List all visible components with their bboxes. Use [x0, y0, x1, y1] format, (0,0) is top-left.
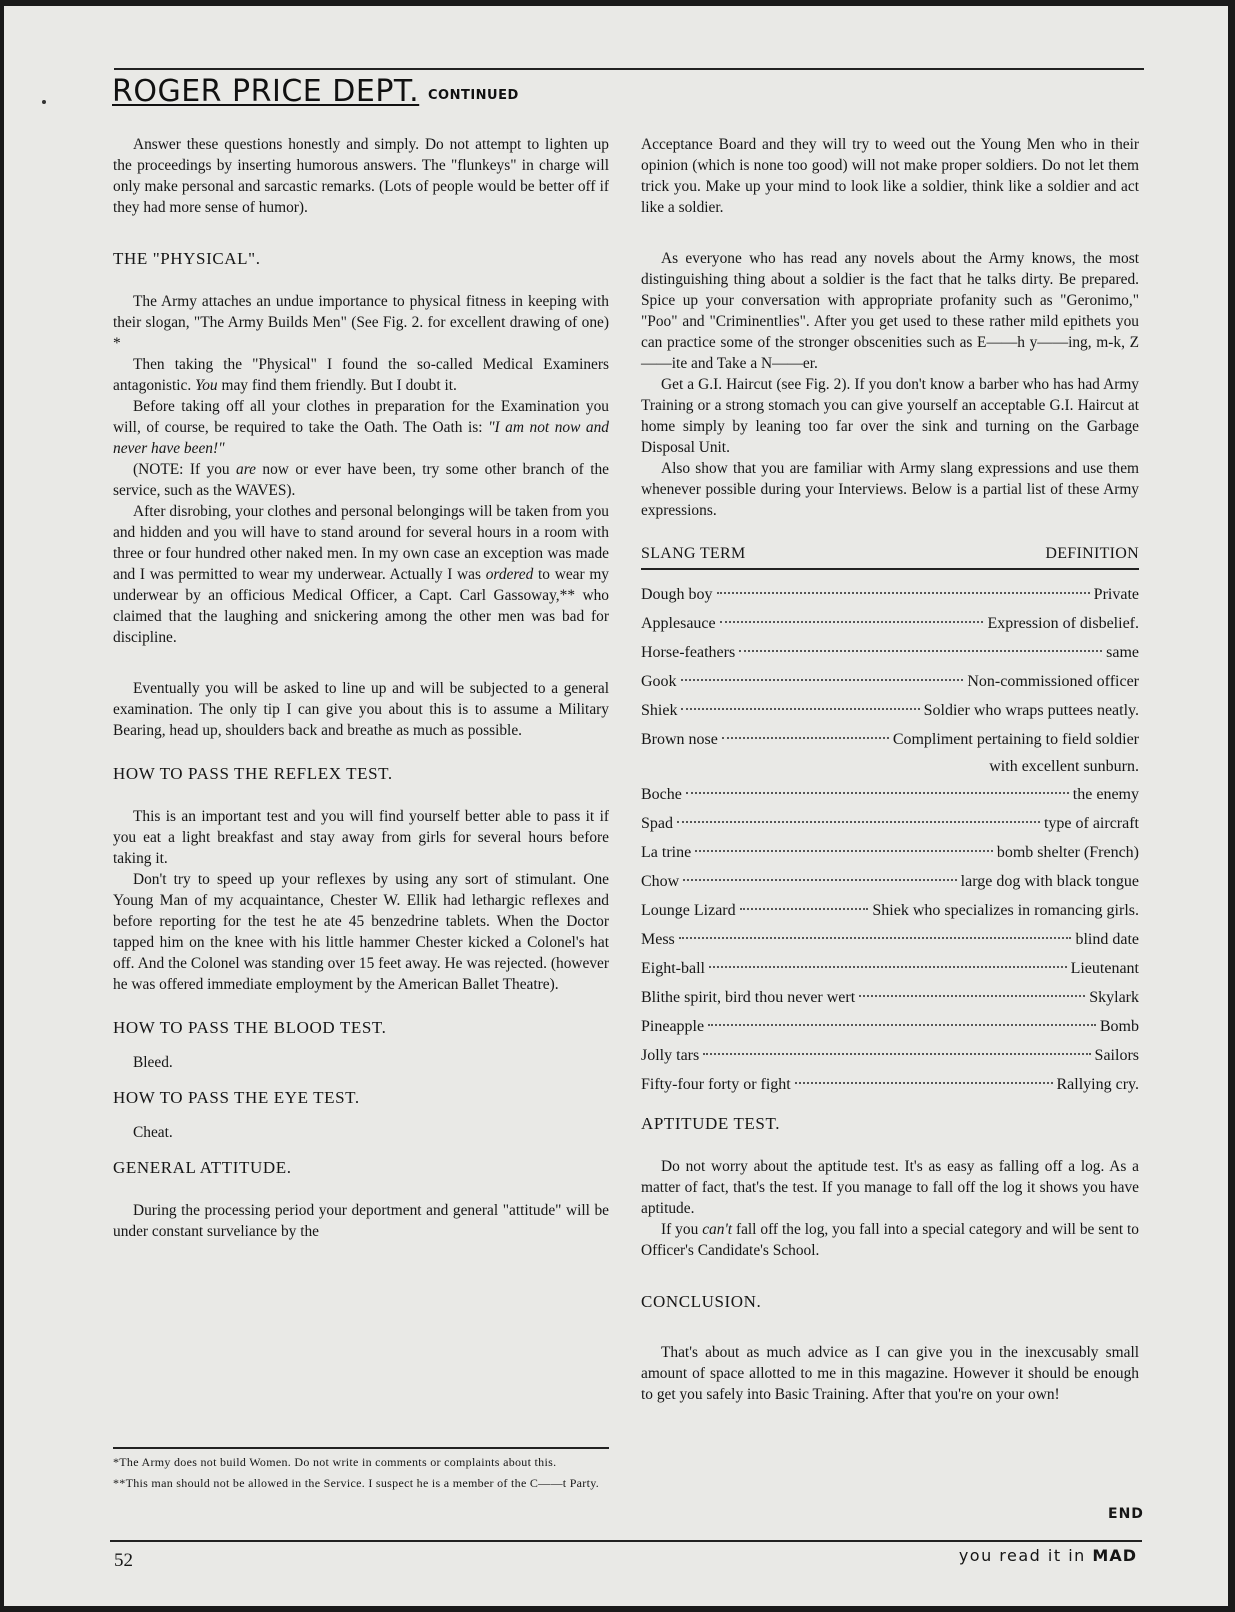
slang-term: Eight-ball — [641, 960, 705, 977]
army-paragraph-1: As everyone who has read any novels about the Army knows, the most distinguishing thing about a soldier is the fact that he talks dirty. Be prepared. Spice up your conversation with appropriate profanity such as "Geronimo," "Poo" and "Criminentlies". After you get used to these rather mild epithets you can practice some of the stronger obscenities such as E——h y——ing, m-k, Z——ite and Take a N——er. — [641, 250, 1139, 372]
slang-row — [641, 925, 1139, 954]
leader-dots — [677, 821, 1040, 823]
slang-term: Pineapple — [641, 1018, 705, 1035]
slang-row — [641, 667, 1139, 696]
aptitude-paragraph-2: If you can't fall off the log, you fall into a special category and will be sent to Officer's Candidate's School. — [641, 1221, 1139, 1259]
physical-note: (NOTE: If you are now or ever have been, try some other branch of the service, such as the WAVES). — [113, 461, 609, 499]
slang-row — [641, 838, 1139, 867]
leader-dots — [717, 592, 1090, 594]
slang-term: Chow — [641, 873, 680, 890]
leader-dots — [683, 879, 956, 881]
footnote-1: *The Army does not build Women. Do not write in comments or complaints about this. — [113, 1455, 557, 1469]
intro-paragraph: Answer these questions honestly and simply. Do not attempt to lighten up the proceedings by inserting humorous answers. The "flunkeys" in charge will only make personal and sarcastic remarks. (Lots of people would be better off if they had more sense of humor). — [113, 136, 609, 216]
page-number: 52 — [114, 1550, 133, 1571]
slang-term: Gook — [641, 673, 677, 690]
slang-definition: Rallying cry. — [1056, 1076, 1139, 1093]
physical-heading: THE "PHYSICAL". — [113, 249, 261, 268]
attitude-paragraph: During the processing period your deportment and general "attitude" will be under constant surveliance by the — [113, 1202, 609, 1240]
blood-heading: HOW TO PASS THE BLOOD TEST. — [113, 1018, 387, 1037]
slang-term: Fifty-four forty or fight — [641, 1076, 791, 1093]
slang-row — [641, 809, 1139, 838]
slang-row — [641, 896, 1139, 925]
physical-paragraph-3: Before taking off all your clothes in preparation for the Examination you will, of course, be required to take the Oath. The Oath is: "I am not now and never have been!" — [113, 398, 609, 457]
slang-term: Brown nose — [641, 731, 718, 748]
leader-dots — [740, 908, 869, 910]
department-title: ROGER PRICE DEPT. — [112, 74, 420, 109]
eye-text: Cheat. — [133, 1124, 173, 1141]
continued-paragraph: Acceptance Board and they will try to weed out the Young Men who in their opinion (which is none too good) will not make proper soldiers. Do not let them trick you. Make up your mind to look like a soldier, think like a soldier and act like a soldier. — [641, 136, 1139, 216]
leader-dots — [795, 1082, 1053, 1084]
slang-term: La trine — [641, 844, 692, 861]
leader-dots — [679, 937, 1072, 939]
slang-row — [641, 725, 1139, 754]
leader-dots — [722, 737, 889, 739]
slang-row — [641, 609, 1139, 638]
slang-definition: the enemy — [1072, 786, 1139, 803]
slang-definition: Compliment pertaining to field soldier — [892, 731, 1139, 748]
slang-row — [641, 867, 1139, 896]
footnotes — [113, 1447, 609, 1497]
slang-row — [641, 954, 1139, 983]
aptitude-heading: APTITUDE TEST. — [641, 1114, 781, 1133]
left-column — [113, 134, 609, 1242]
eye-heading: HOW TO PASS THE EYE TEST. — [113, 1088, 360, 1107]
footnote-2: **This man should not be allowed in the Service. I suspect he is a member of the C——t Party. — [113, 1476, 600, 1490]
slang-row — [641, 983, 1139, 1012]
slang-table-header — [641, 543, 1139, 570]
physical-paragraph-2: Then taking the "Physical" I found the so-called Medical Examiners antagonistic. You may find them friendly. But I doubt it. — [113, 356, 609, 394]
army-paragraph-2: Get a G.I. Haircut (see Fig. 2). If you don't know a barber who has had Army Training or a strong stomach you can give yourself an acceptable G.I. Haircut at home simply by leaning too far over the sink and turning on the Garbage Disposal Unit. — [641, 376, 1139, 456]
slang-definition: Skylark — [1089, 989, 1139, 1006]
leader-dots — [709, 966, 1067, 968]
slang-definition: bomb shelter (French) — [996, 844, 1139, 861]
slang-table — [641, 580, 1139, 1099]
end-mark: END — [1108, 1506, 1144, 1522]
right-column — [641, 134, 1139, 1405]
slang-definition-header: DEFINITION — [1045, 545, 1139, 562]
slang-definition: Non-commissioned officer — [967, 673, 1139, 690]
header-rule — [114, 68, 1144, 70]
slang-term: Mess — [641, 931, 675, 948]
reflex-paragraph-1: This is an important test and you will find yourself better able to pass it if you eat a light breakfast and stay away from girls for several hours before taking it. — [113, 808, 609, 867]
leader-dots — [686, 792, 1069, 794]
slang-definition: Private — [1093, 586, 1139, 603]
conclusion-heading: CONCLUSION. — [641, 1292, 762, 1311]
slang-term: Blithe spirit, bird thou never wert — [641, 989, 856, 1006]
slang-term-header: SLANG TERM — [641, 545, 746, 562]
army-paragraph-3: Also show that you are familiar with Army slang expressions and use them whenever possible during your Interviews. Below is a partial list of these Army expressions. — [641, 460, 1139, 519]
slang-definition: large dog with black tongue — [960, 873, 1139, 890]
slang-row — [641, 580, 1139, 609]
slang-term: Applesauce — [641, 615, 716, 632]
leader-dots — [681, 679, 964, 681]
slang-row — [641, 1012, 1139, 1041]
slang-definition: blind date — [1075, 931, 1139, 948]
slang-row — [641, 780, 1139, 809]
slang-row — [641, 1070, 1139, 1099]
slang-definition: Soldier who wraps puttees neatly. — [923, 702, 1139, 719]
leader-dots — [720, 621, 984, 623]
slang-term: Shiek — [641, 702, 678, 719]
leader-dots — [703, 1053, 1090, 1055]
slang-definition: Bomb — [1099, 1018, 1139, 1035]
leader-dots — [681, 708, 919, 710]
mad-tagline: you read it in MAD — [958, 1546, 1137, 1565]
department-subtitle: CONTINUED — [428, 88, 519, 103]
slang-term: Boche — [641, 786, 682, 803]
blood-text: Bleed. — [133, 1054, 173, 1071]
slang-definition: type of aircraft — [1043, 815, 1139, 832]
slang-definition: Sailors — [1094, 1047, 1139, 1064]
slang-row — [641, 696, 1139, 725]
conclusion-paragraph: That's about as much advice as I can give you in the inexcusably small amount of space allotted to me in this magazine. However it should be enough to get you safely into Basic Training. After that you're on your own! — [641, 1344, 1139, 1403]
slang-term: Dough boy — [641, 586, 713, 603]
reflex-heading: HOW TO PASS THE REFLEX TEST. — [113, 764, 393, 783]
slang-row — [641, 1041, 1139, 1070]
slang-definition: same — [1106, 644, 1139, 661]
slang-term: Lounge Lizard — [641, 902, 736, 919]
slang-definition-continued: with excellent sunburn. — [989, 758, 1139, 775]
slang-term: Horse-feathers — [641, 644, 736, 661]
leader-dots — [859, 995, 1085, 997]
slang-definition: Expression of disbelief. — [987, 615, 1139, 632]
slang-term: Jolly tars — [641, 1047, 700, 1064]
slang-term: Spad — [641, 815, 673, 832]
reflex-paragraph-2: Don't try to speed up your reflexes by using any sort of stimulant. One Young Man of my acquaintance, Chester W. Ellik had lethargic reflexes and before reporting for the test he ate 45 benzedrine tablets. When the Doctor tapped him on the knee with his little hammer Chester kicked a Colonel's hat off. And the Colonel was standing over 15 feet away. He was rejected. (however he was offered immediate employment by the American Ballet Theatre). — [113, 871, 609, 993]
slang-row — [641, 638, 1139, 667]
physical-paragraph-4: After disrobing, your clothes and personal belongings will be taken from you and hidden and you will have to stand around for several hours in a room with three or four hundred other naked men. In my own case an exception was made and I was permitted to wear my underwear. Actually I was ordered to wear my underwear by an officious Medical Officer, a Capt. Carl Gassoway,** who claimed that the laughing and snickering among the other men was bad for discipline. — [113, 503, 609, 646]
slang-definition: Lieutenant — [1070, 960, 1139, 977]
slang-definition: Shiek who specializes in romancing girls. — [872, 902, 1139, 919]
physical-paragraph-5: Eventually you will be asked to line up and will be subjected to a general examination. The only tip I can give you about this is to assume a Military Bearing, head up, shoulders back and breathe as much as possible. — [113, 680, 609, 739]
attitude-heading: GENERAL ATTITUDE. — [113, 1158, 292, 1177]
leader-dots — [695, 850, 993, 852]
physical-paragraph-1: The Army attaches an undue importance to physical fitness in keeping with their slogan, "The Army Builds Men" (See Fig. 2. for excellent drawing of one) * — [113, 293, 609, 352]
leader-dots — [739, 650, 1102, 652]
margin-dot — [42, 100, 46, 104]
leader-dots — [708, 1024, 1096, 1026]
aptitude-paragraph-1: Do not worry about the aptitude test. It's as easy as falling off a log. As a matter of fact, that's the test. If you manage to fall off the log it shows you have aptitude. — [641, 1158, 1139, 1217]
footer-rule — [110, 1540, 1142, 1542]
